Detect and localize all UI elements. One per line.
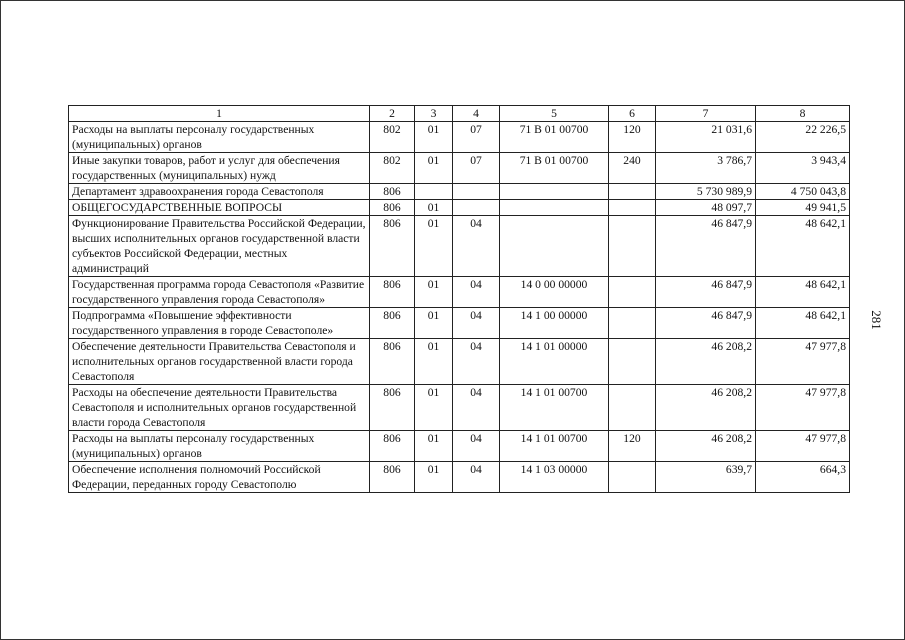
item-name-cell: Подпрограмма «Повышение эффективности государственного управления в городе Севастополе»	[69, 308, 370, 339]
header-cell: 3	[415, 106, 453, 122]
section-code-cell: 01	[415, 200, 453, 216]
amount-col7-cell: 46 847,9	[656, 216, 756, 277]
amount-col7-cell: 639,7	[656, 462, 756, 493]
table-row	[69, 339, 850, 385]
section-code-cell: 01	[415, 308, 453, 339]
section-code-cell: 01	[415, 462, 453, 493]
amount-col8-cell: 49 941,5	[756, 200, 850, 216]
expense-type-cell	[609, 277, 656, 308]
amount-col8-cell: 4 750 043,8	[756, 184, 850, 200]
department-code-cell: 806	[370, 339, 415, 385]
table-row	[69, 431, 850, 462]
table-row	[69, 308, 850, 339]
amount-col7-cell: 46 208,2	[656, 339, 756, 385]
amount-col8-cell: 48 642,1	[756, 308, 850, 339]
header-cell: 7	[656, 106, 756, 122]
expense-type-cell	[609, 200, 656, 216]
expense-type-cell	[609, 184, 656, 200]
target-article-cell: 71 В 01 00700	[500, 122, 609, 153]
header-cell: 1	[69, 106, 370, 122]
header-cell: 5	[500, 106, 609, 122]
header-cell: 2	[370, 106, 415, 122]
amount-col8-cell: 47 977,8	[756, 431, 850, 462]
amount-col7-cell: 46 847,9	[656, 277, 756, 308]
expense-type-cell	[609, 308, 656, 339]
amount-col8-cell: 3 943,4	[756, 153, 850, 184]
table-header	[69, 106, 850, 122]
amount-col7-cell: 46 208,2	[656, 431, 756, 462]
item-name-cell: Расходы на выплаты персоналу государственных (муниципальных) органов	[69, 122, 370, 153]
subsection-code-cell: 04	[453, 385, 500, 431]
subsection-code-cell: 04	[453, 431, 500, 462]
table-row	[69, 216, 850, 277]
table-row	[69, 184, 850, 200]
amount-col7-cell: 21 031,6	[656, 122, 756, 153]
department-code-cell: 806	[370, 308, 415, 339]
subsection-code-cell: 07	[453, 122, 500, 153]
amount-col8-cell: 48 642,1	[756, 216, 850, 277]
department-code-cell: 806	[370, 216, 415, 277]
section-code-cell: 01	[415, 122, 453, 153]
page-number: 281	[868, 310, 884, 330]
expense-type-cell: 240	[609, 153, 656, 184]
expense-type-cell	[609, 216, 656, 277]
table-row	[69, 385, 850, 431]
item-name-cell: ОБЩЕГОСУДАРСТВЕННЫЕ ВОПРОСЫ	[69, 200, 370, 216]
item-name-cell: Обеспечение деятельности Правительства Севастополя и исполнительных органов государственной власти города Севастополя	[69, 339, 370, 385]
subsection-code-cell: 04	[453, 339, 500, 385]
department-code-cell: 806	[370, 385, 415, 431]
amount-col8-cell: 47 977,8	[756, 339, 850, 385]
header-cell: 8	[756, 106, 850, 122]
item-name-cell: Функционирование Правительства Российской Федерации, высших исполнительных органов государственной власти субъектов Российской Федерации, местных администраций	[69, 216, 370, 277]
header-cell: 6	[609, 106, 656, 122]
target-article-cell: 14 1 00 00000	[500, 308, 609, 339]
amount-col7-cell: 46 208,2	[656, 385, 756, 431]
amount-col8-cell: 22 226,5	[756, 122, 850, 153]
budget-table	[68, 105, 850, 493]
expense-type-cell: 120	[609, 122, 656, 153]
target-article-cell	[500, 216, 609, 277]
subsection-code-cell: 07	[453, 153, 500, 184]
department-code-cell: 802	[370, 122, 415, 153]
amount-col8-cell: 664,3	[756, 462, 850, 493]
target-article-cell: 14 1 03 00000	[500, 462, 609, 493]
table-row	[69, 122, 850, 153]
department-code-cell: 806	[370, 200, 415, 216]
expense-type-cell: 120	[609, 431, 656, 462]
item-name-cell: Департамент здравоохранения города Севастополя	[69, 184, 370, 200]
subsection-code-cell: 04	[453, 308, 500, 339]
target-article-cell	[500, 184, 609, 200]
item-name-cell: Обеспечение исполнения полномочий Российской Федерации, переданных городу Севастополю	[69, 462, 370, 493]
section-code-cell: 01	[415, 216, 453, 277]
section-code-cell: 01	[415, 277, 453, 308]
section-code-cell: 01	[415, 431, 453, 462]
department-code-cell: 806	[370, 277, 415, 308]
header-row	[69, 106, 850, 122]
target-article-cell	[500, 200, 609, 216]
amount-col8-cell: 47 977,8	[756, 385, 850, 431]
section-code-cell: 01	[415, 153, 453, 184]
subsection-code-cell	[453, 200, 500, 216]
department-code-cell: 806	[370, 431, 415, 462]
subsection-code-cell: 04	[453, 462, 500, 493]
amount-col8-cell: 48 642,1	[756, 277, 850, 308]
department-code-cell: 806	[370, 184, 415, 200]
table-row	[69, 153, 850, 184]
target-article-cell: 14 1 01 00000	[500, 339, 609, 385]
amount-col7-cell: 3 786,7	[656, 153, 756, 184]
item-name-cell: Расходы на выплаты персоналу государственных (муниципальных) органов	[69, 431, 370, 462]
amount-col7-cell: 5 730 989,9	[656, 184, 756, 200]
section-code-cell: 01	[415, 339, 453, 385]
item-name-cell: Государственная программа города Севастополя «Развитие государственного управления города Севастополя»	[69, 277, 370, 308]
target-article-cell: 14 1 01 00700	[500, 385, 609, 431]
expense-type-cell	[609, 339, 656, 385]
target-article-cell: 71 В 01 00700	[500, 153, 609, 184]
amount-col7-cell: 48 097,7	[656, 200, 756, 216]
subsection-code-cell: 04	[453, 216, 500, 277]
table-body	[69, 122, 850, 493]
table-row	[69, 462, 850, 493]
department-code-cell: 806	[370, 462, 415, 493]
table-row	[69, 200, 850, 216]
item-name-cell: Расходы на обеспечение деятельности Правительства Севастополя и исполнительных органов государственной власти города Севастополя	[69, 385, 370, 431]
subsection-code-cell: 04	[453, 277, 500, 308]
expense-type-cell	[609, 385, 656, 431]
target-article-cell: 14 1 01 00700	[500, 431, 609, 462]
subsection-code-cell	[453, 184, 500, 200]
table-row	[69, 277, 850, 308]
item-name-cell: Иные закупки товаров, работ и услуг для обеспечения государственных (муниципальных) нужд	[69, 153, 370, 184]
header-cell: 4	[453, 106, 500, 122]
section-code-cell	[415, 184, 453, 200]
section-code-cell: 01	[415, 385, 453, 431]
expense-type-cell	[609, 462, 656, 493]
target-article-cell: 14 0 00 00000	[500, 277, 609, 308]
department-code-cell: 802	[370, 153, 415, 184]
amount-col7-cell: 46 847,9	[656, 308, 756, 339]
